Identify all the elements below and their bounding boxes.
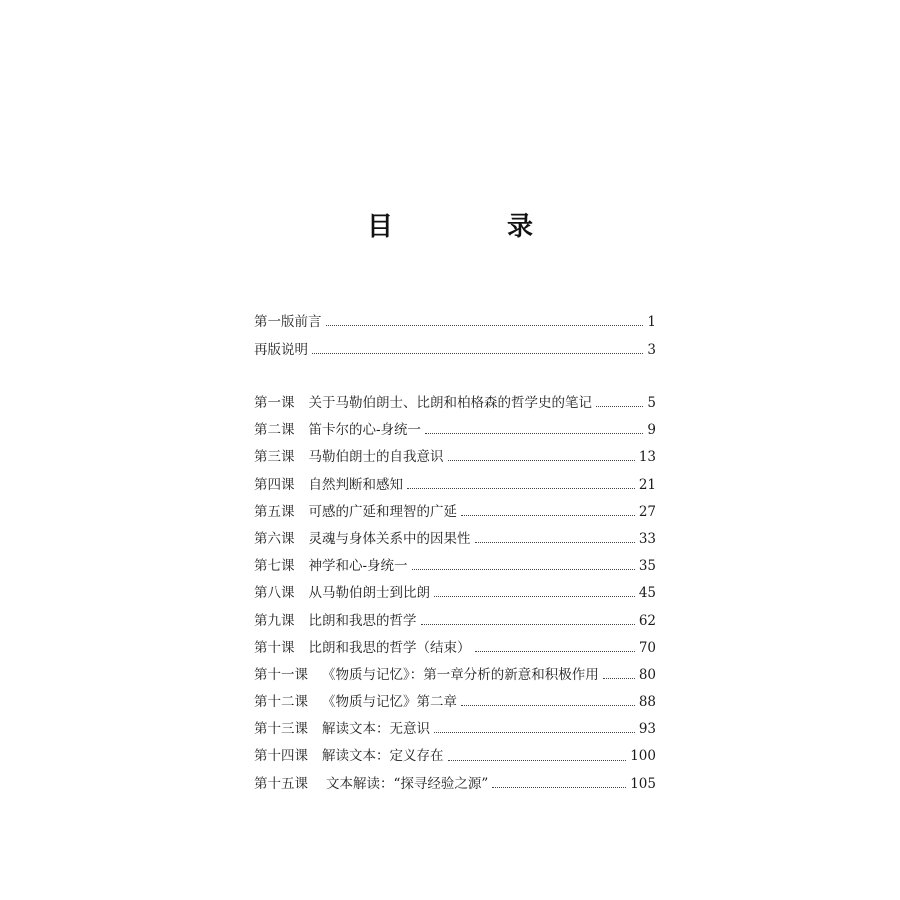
page-number: 33 — [638, 530, 656, 547]
page-number: 45 — [638, 585, 656, 602]
lesson-number: 第九课 — [254, 612, 295, 629]
dot-leader — [412, 569, 635, 570]
dot-leader — [475, 651, 635, 652]
toc-entry — [254, 689, 656, 716]
lesson-list — [254, 390, 656, 798]
toc-entry — [254, 336, 656, 364]
page-number: 62 — [638, 612, 656, 629]
toc-entry — [254, 608, 656, 635]
toc-entry — [254, 771, 656, 798]
dot-leader — [448, 760, 627, 761]
dot-leader — [603, 678, 635, 679]
toc-entry — [254, 499, 656, 526]
lesson-title: 解读文本：无意识 — [322, 721, 430, 738]
lesson-title: 灵魂与身体关系中的因果性 — [308, 530, 471, 547]
lesson-number: 第二课 — [254, 422, 295, 439]
page-number: 9 — [647, 422, 656, 439]
toc-title: 目 录 — [366, 212, 577, 242]
page-number: 13 — [638, 449, 656, 466]
dot-leader — [448, 460, 635, 461]
page-number: 21 — [638, 476, 656, 493]
dot-leader — [312, 353, 643, 354]
toc-entry — [254, 472, 656, 499]
lesson-number: 第十一课 — [254, 666, 308, 683]
lesson-title: 解读文本：定义存在 — [322, 748, 444, 765]
page-number: 88 — [638, 694, 656, 711]
page-number: 70 — [638, 639, 656, 656]
lesson-number: 第一课 — [254, 395, 295, 411]
lesson-title: 神学和心-身统一 — [308, 558, 408, 575]
page-number: 5 — [647, 395, 656, 411]
page-number: 35 — [638, 558, 656, 575]
dot-leader — [434, 596, 635, 597]
lesson-number: 第七课 — [254, 558, 295, 575]
lesson-title: 可感的广延和理智的广延 — [308, 503, 457, 520]
toc-entry — [254, 580, 656, 607]
toc-entry — [254, 390, 656, 417]
lesson-title: 《物质与记忆》：第一章分析的新意和积极作用 — [322, 666, 599, 683]
page-number: 80 — [638, 666, 656, 683]
entry-label: 再版说明 — [254, 342, 308, 358]
dot-leader — [461, 515, 635, 516]
dot-leader — [596, 406, 643, 407]
dot-leader — [461, 705, 635, 706]
toc-entry — [254, 635, 656, 662]
page-number: 100 — [630, 748, 656, 765]
lesson-number: 第四课 — [254, 476, 295, 493]
toc-entry — [254, 417, 656, 444]
dot-leader — [326, 325, 644, 326]
lesson-title: 比朗和我思的哲学 — [308, 612, 417, 629]
lesson-title: 《物质与记忆》第二章 — [322, 694, 457, 711]
page-number: 105 — [630, 775, 656, 792]
toc-entry — [254, 444, 656, 471]
page-number: 3 — [647, 342, 656, 358]
lesson-title: 自然判断和感知 — [308, 476, 403, 493]
toc-entry — [254, 662, 656, 689]
toc-entry — [254, 526, 656, 553]
lesson-number: 第十四课 — [254, 748, 308, 765]
lesson-title: 关于马勒伯朗士、比朗和柏格森的哲学史的笔记 — [308, 395, 592, 411]
lesson-number: 第六课 — [254, 530, 295, 547]
toc-entry — [254, 308, 656, 336]
lesson-number: 第三课 — [254, 449, 295, 466]
entry-label: 第一版前言 — [254, 314, 322, 330]
toc-entry — [254, 553, 656, 580]
lesson-number: 第十五课 — [254, 775, 308, 792]
toc-entry — [254, 716, 656, 743]
lesson-number: 第十三课 — [254, 721, 308, 738]
dot-leader — [407, 488, 635, 489]
lesson-title: 从马勒伯朗士到比朗 — [308, 585, 430, 602]
toc-entry — [254, 743, 656, 770]
dot-leader — [492, 787, 626, 788]
dot-leader — [475, 542, 635, 543]
lesson-number: 第五课 — [254, 503, 295, 520]
lesson-title: 马勒伯朗士的自我意识 — [308, 449, 444, 466]
dot-leader — [425, 433, 643, 434]
lesson-number: 第八课 — [254, 585, 295, 602]
lesson-title: 文本解读：“探寻经验之源” — [326, 775, 489, 792]
page-number: 93 — [638, 721, 656, 738]
dot-leader — [434, 732, 635, 733]
lesson-title: 比朗和我思的哲学（结束） — [308, 639, 471, 656]
lesson-number: 第十二课 — [254, 694, 308, 711]
dot-leader — [421, 624, 635, 625]
page-number: 27 — [638, 503, 656, 520]
lesson-number: 第十课 — [254, 639, 295, 656]
front-matter-list — [254, 308, 656, 364]
page-number: 1 — [647, 314, 656, 330]
lesson-title: 笛卡尔的心-身统一 — [308, 422, 422, 439]
